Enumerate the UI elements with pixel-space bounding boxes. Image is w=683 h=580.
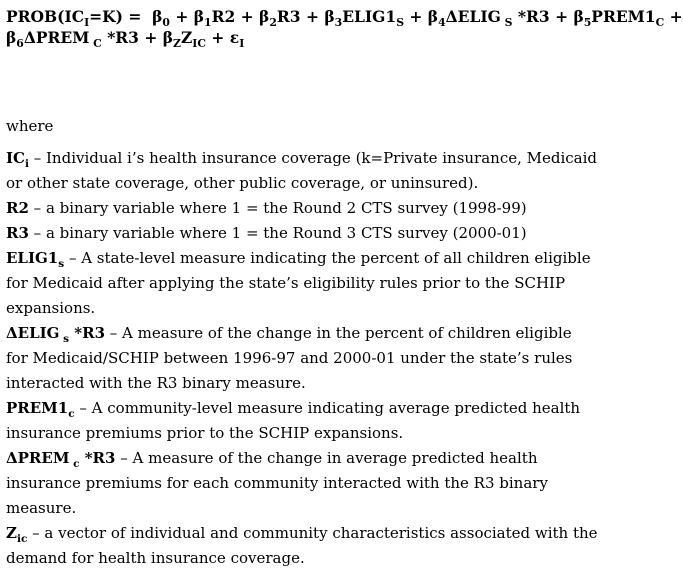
- eq-text: + β: [235, 7, 270, 26]
- term-name: PREM1: [6, 399, 69, 417]
- definition-text: – A measure of the change in average predicted health insurance premiums for each community interacted with the R3 binary measure.: [6, 449, 548, 517]
- definition-delta-prem: [6, 446, 598, 521]
- eq-text: *R3: [512, 7, 550, 26]
- eq-text: PREM1: [591, 7, 656, 26]
- definition-text: – a vector of individual and community characteristics associated with the demand for health insurance coverage.: [6, 524, 598, 567]
- eq-text: + β: [300, 7, 335, 26]
- term-name: ΔELIG: [6, 324, 60, 342]
- definition-text: – A state-level measure indicating the percent of all children eligible for Medicaid after applying the state’s eligibility rules prior to the SCHIP expansions.: [6, 249, 591, 317]
- definition-text: – Individual i’s health insurance coverage (k=Private insurance, Medicaid or other state coverage, other public coverage, or uninsured).: [6, 149, 598, 192]
- eq-sub: 6: [16, 37, 24, 51]
- term-name: ELIG1: [6, 249, 59, 267]
- equation-line-2: [6, 27, 598, 51]
- eq-text: ELIG1: [342, 7, 397, 26]
- eq-text: β: [6, 28, 17, 47]
- term: [6, 449, 116, 470]
- term-sub: s: [58, 258, 65, 270]
- equation-line-1: [6, 6, 683, 30]
- term-name: R3: [6, 224, 29, 242]
- definition-r3: [6, 221, 598, 246]
- eq-sub: 5: [583, 16, 592, 30]
- eq-text: R2: [211, 7, 236, 26]
- eq-text: + β: [404, 7, 439, 26]
- eq-sub: 3: [334, 16, 343, 30]
- term: [6, 249, 65, 270]
- definition-prem1: [6, 396, 598, 446]
- term-sub: c: [68, 408, 75, 420]
- eq-text: =K) =: [89, 7, 142, 26]
- term-name: ΔPREM: [6, 449, 70, 467]
- term: [6, 399, 75, 420]
- eq-sub: 0: [162, 16, 170, 30]
- definition-text: – a binary variable where 1 = the Round 3 CTS survey (2000-01): [28, 224, 527, 242]
- eq-text: + ε: [206, 28, 240, 47]
- definition-delta-elig: [6, 321, 598, 396]
- eq-sub: S: [500, 16, 513, 30]
- eq-sub: 2: [269, 16, 277, 30]
- eq-text: PROB(IC: [6, 7, 85, 26]
- eq-sub: S: [396, 16, 405, 30]
- eq-text: *R3 + β: [101, 28, 174, 47]
- definition-text: – a binary variable where 1 = the Round 2 CTS survey (1998-99): [28, 199, 527, 217]
- definition-z: [6, 521, 598, 571]
- eq-text: R3: [276, 7, 301, 26]
- eq-text: + β: [169, 7, 205, 26]
- term: [6, 199, 29, 217]
- definition-r2: [6, 196, 598, 221]
- term: [6, 524, 28, 545]
- term-sub: ic: [16, 533, 28, 545]
- term-tail: *R3: [69, 324, 106, 342]
- term-sub: i: [24, 158, 29, 170]
- term: [6, 224, 29, 242]
- where-label: where: [6, 117, 54, 135]
- term-name: IC: [6, 149, 25, 167]
- eq-sub: Z: [173, 37, 181, 51]
- definitions-list: [6, 146, 598, 571]
- eq-sub: C: [655, 16, 665, 30]
- eq-text: ΔPREM: [23, 28, 90, 47]
- eq-text: +: [664, 7, 683, 26]
- term: [6, 324, 106, 345]
- term-sub: c: [69, 458, 80, 470]
- regression-equation: [6, 6, 683, 51]
- definition-text: – A measure of the change in the percent of children eligible for Medicaid/SCHIP between 1996-97 and 2000-01 under the state’s rules interacted with the R3 binary measure.: [6, 324, 573, 392]
- definition-elig1: [6, 246, 598, 321]
- term-sub: s: [59, 333, 70, 345]
- eq-sub: IC: [192, 37, 206, 51]
- term-name: Z: [6, 524, 17, 542]
- term-name: R2: [6, 199, 29, 217]
- eq-text: ΔELIG: [445, 7, 501, 26]
- eq-sub: 1: [204, 16, 212, 30]
- definition-text: – A community-level measure indicating average predicted health insurance premiums prior to the SCHIP expansions.: [6, 399, 581, 442]
- eq-sub: 4: [438, 16, 446, 30]
- eq-text: + β: [549, 7, 584, 26]
- term-tail: *R3: [79, 449, 116, 467]
- eq-sub: I: [239, 37, 245, 51]
- eq-text: β: [152, 7, 163, 26]
- eq-text: Z: [180, 28, 193, 47]
- term: [6, 149, 29, 170]
- definition-ic: [6, 146, 598, 196]
- eq-sub: I: [84, 16, 90, 30]
- eq-sub: C: [89, 37, 102, 51]
